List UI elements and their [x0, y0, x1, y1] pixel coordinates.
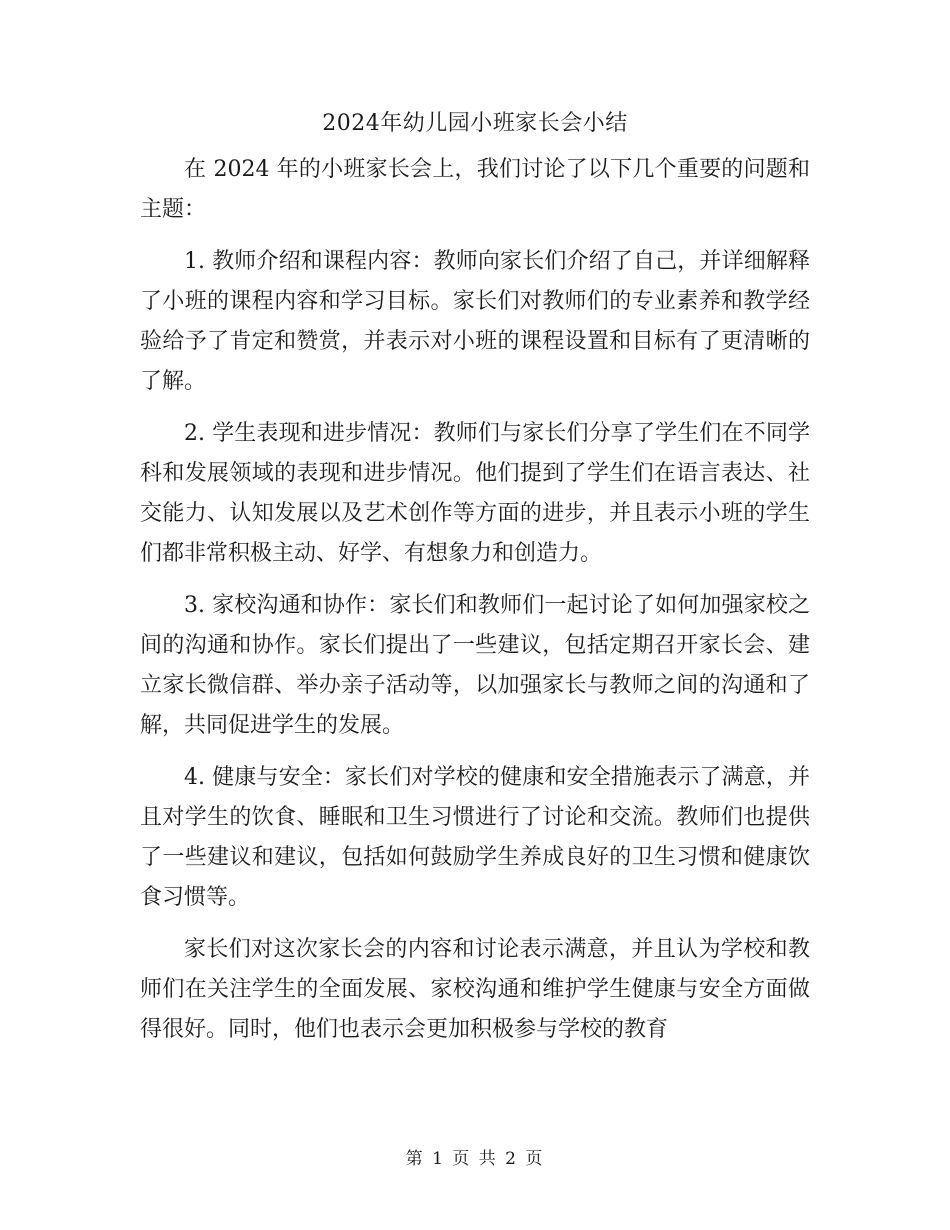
paragraph-item-4: 4. 健康与安全：家长们对学校的健康和安全措施表示了满意，并且对学生的饮食、睡眠和卫生习惯进行了讨论和交流。教师们也提供了一些建议和建议，包括如何鼓励学生养成良好的卫生习惯和健康饮食习惯等。: [140, 765, 810, 910]
paragraph-intro: 在 2024 年的小班家长会上，我们讨论了以下几个重要的问题和主题：: [140, 157, 810, 222]
paragraph-conclusion: 家长们对这次家长会的内容和讨论表示满意，并且认为学校和教师们在关注学生的全面发展、家校沟通和维护学生健康与安全方面做得很好。同时，他们也表示会更加积极参与学校的教育: [140, 937, 810, 1042]
page-number-footer: 第 1 页 共 2 页: [405, 1149, 545, 1169]
document-title: 2024年幼儿园小班家长会小结: [322, 111, 628, 136]
paragraph-item-1: 1. 教师介绍和课程内容：教师向家长们介绍了自己，并详细解释了小班的课程内容和学习目标。家长们对教师们的专业素养和教学经验给予了肯定和赞赏，并表示对小班的课程设置和目标有了更清晰的了解。: [140, 249, 810, 394]
paragraph-item-2: 2. 学生表现和进步情况：教师们与家长们分享了学生们在不同学科和发展领域的表现和进步情况。他们提到了学生们在语言表达、社交能力、认知发展以及艺术创作等方面的进步，并且表示小班的学生们都非常积极主动、好学、有想象力和创造力。: [140, 421, 810, 566]
paragraph-item-3: 3. 家校沟通和协作：家长们和教师们一起讨论了如何加强家校之间的沟通和协作。家长们提出了一些建议，包括定期召开家长会、建立家长微信群、举办亲子活动等，以加强家长与教师之间的沟通和了解，共同促进学生的发展。: [140, 593, 810, 738]
document-body: [140, 150, 810, 1062]
